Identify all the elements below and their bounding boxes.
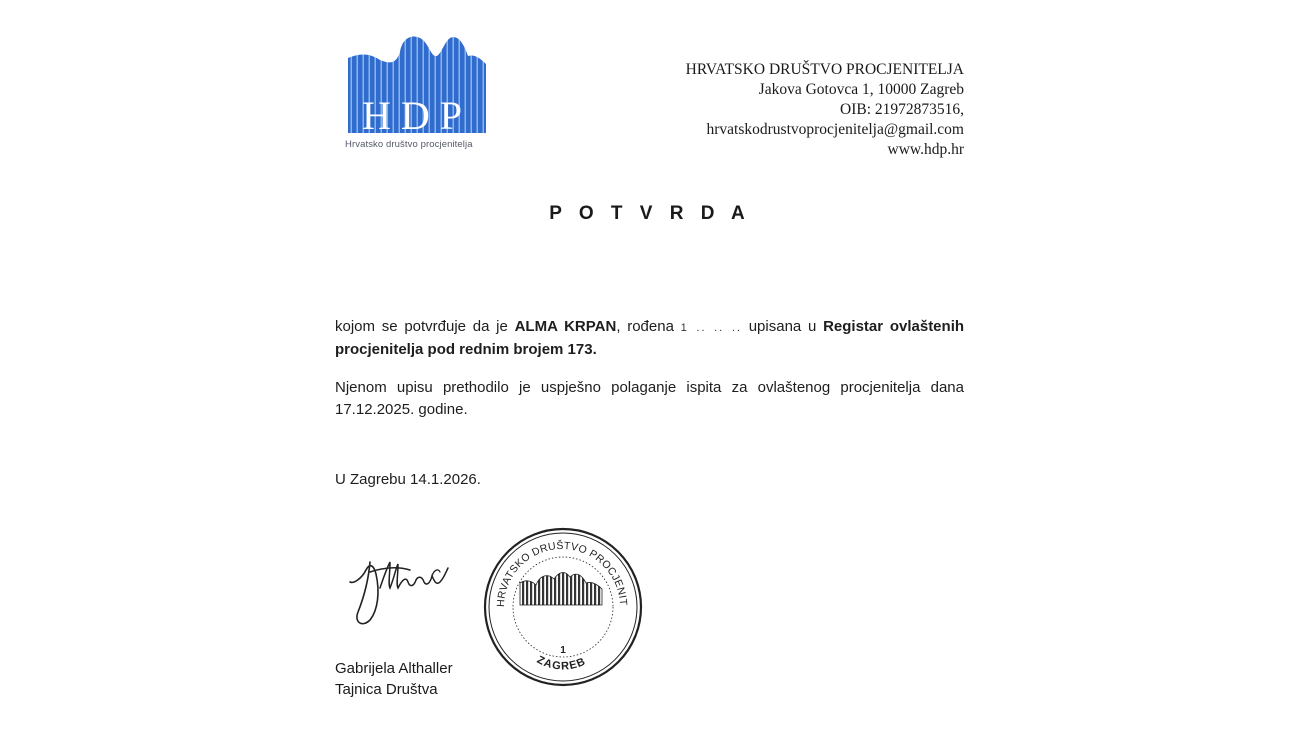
logo-tagline: Hrvatsko društvo procjenitelja xyxy=(345,139,473,150)
org-email: hrvatskodrustvoprocjenitelja@gmail.com xyxy=(706,121,964,138)
official-stamp xyxy=(478,525,648,690)
register-entry: Registar ovlaštenih procjenitelja pod rednim brojem 173. xyxy=(335,318,965,358)
confirmation-paragraph xyxy=(335,316,964,361)
place-date: U Zagrebu 14.1.2026. xyxy=(335,471,481,488)
logo-letters-layer xyxy=(340,30,490,140)
org-website: www.hdp.hr xyxy=(887,141,964,158)
p1-registered: upisana u xyxy=(741,318,824,335)
org-name: HRVATSKO DRUŠTVO PROCJENITELJA xyxy=(685,61,964,78)
exam-paragraph: Njenom upisu prethodilo je uspješno polaganje ispita za ovlaštenog procjenitelja dana 17.12.2025. godine. xyxy=(335,379,964,418)
p1-born: , rođena xyxy=(616,318,681,335)
hdp-logo xyxy=(340,30,490,155)
signer-name: Gabrijela Althaller xyxy=(335,660,453,677)
svg-text:ZAGREB xyxy=(535,654,588,673)
logo-letters: HDP xyxy=(361,93,473,138)
stamp-number: 1 xyxy=(560,645,566,656)
signer-block xyxy=(335,658,453,700)
stamp-city: ZAGREB xyxy=(534,653,588,673)
redacted-birthdate: 1 .. .. .. xyxy=(680,322,742,334)
person-name: ALMA KRPAN xyxy=(514,318,617,335)
p1-intro: kojom se potvrđuje da je xyxy=(335,318,515,335)
handwritten-signature xyxy=(340,540,475,640)
stamp-top-text: HRVATSKO DRUŠTVO PROCJENIT xyxy=(494,539,630,608)
org-oib: OIB: 21972873516, xyxy=(840,101,964,118)
document-title: P O T V R D A xyxy=(549,203,751,224)
organization-header xyxy=(686,60,964,160)
org-address: Jakova Gotovca 1, 10000 Zagreb xyxy=(758,81,964,98)
signer-role: Tajnica Društva xyxy=(335,681,438,698)
